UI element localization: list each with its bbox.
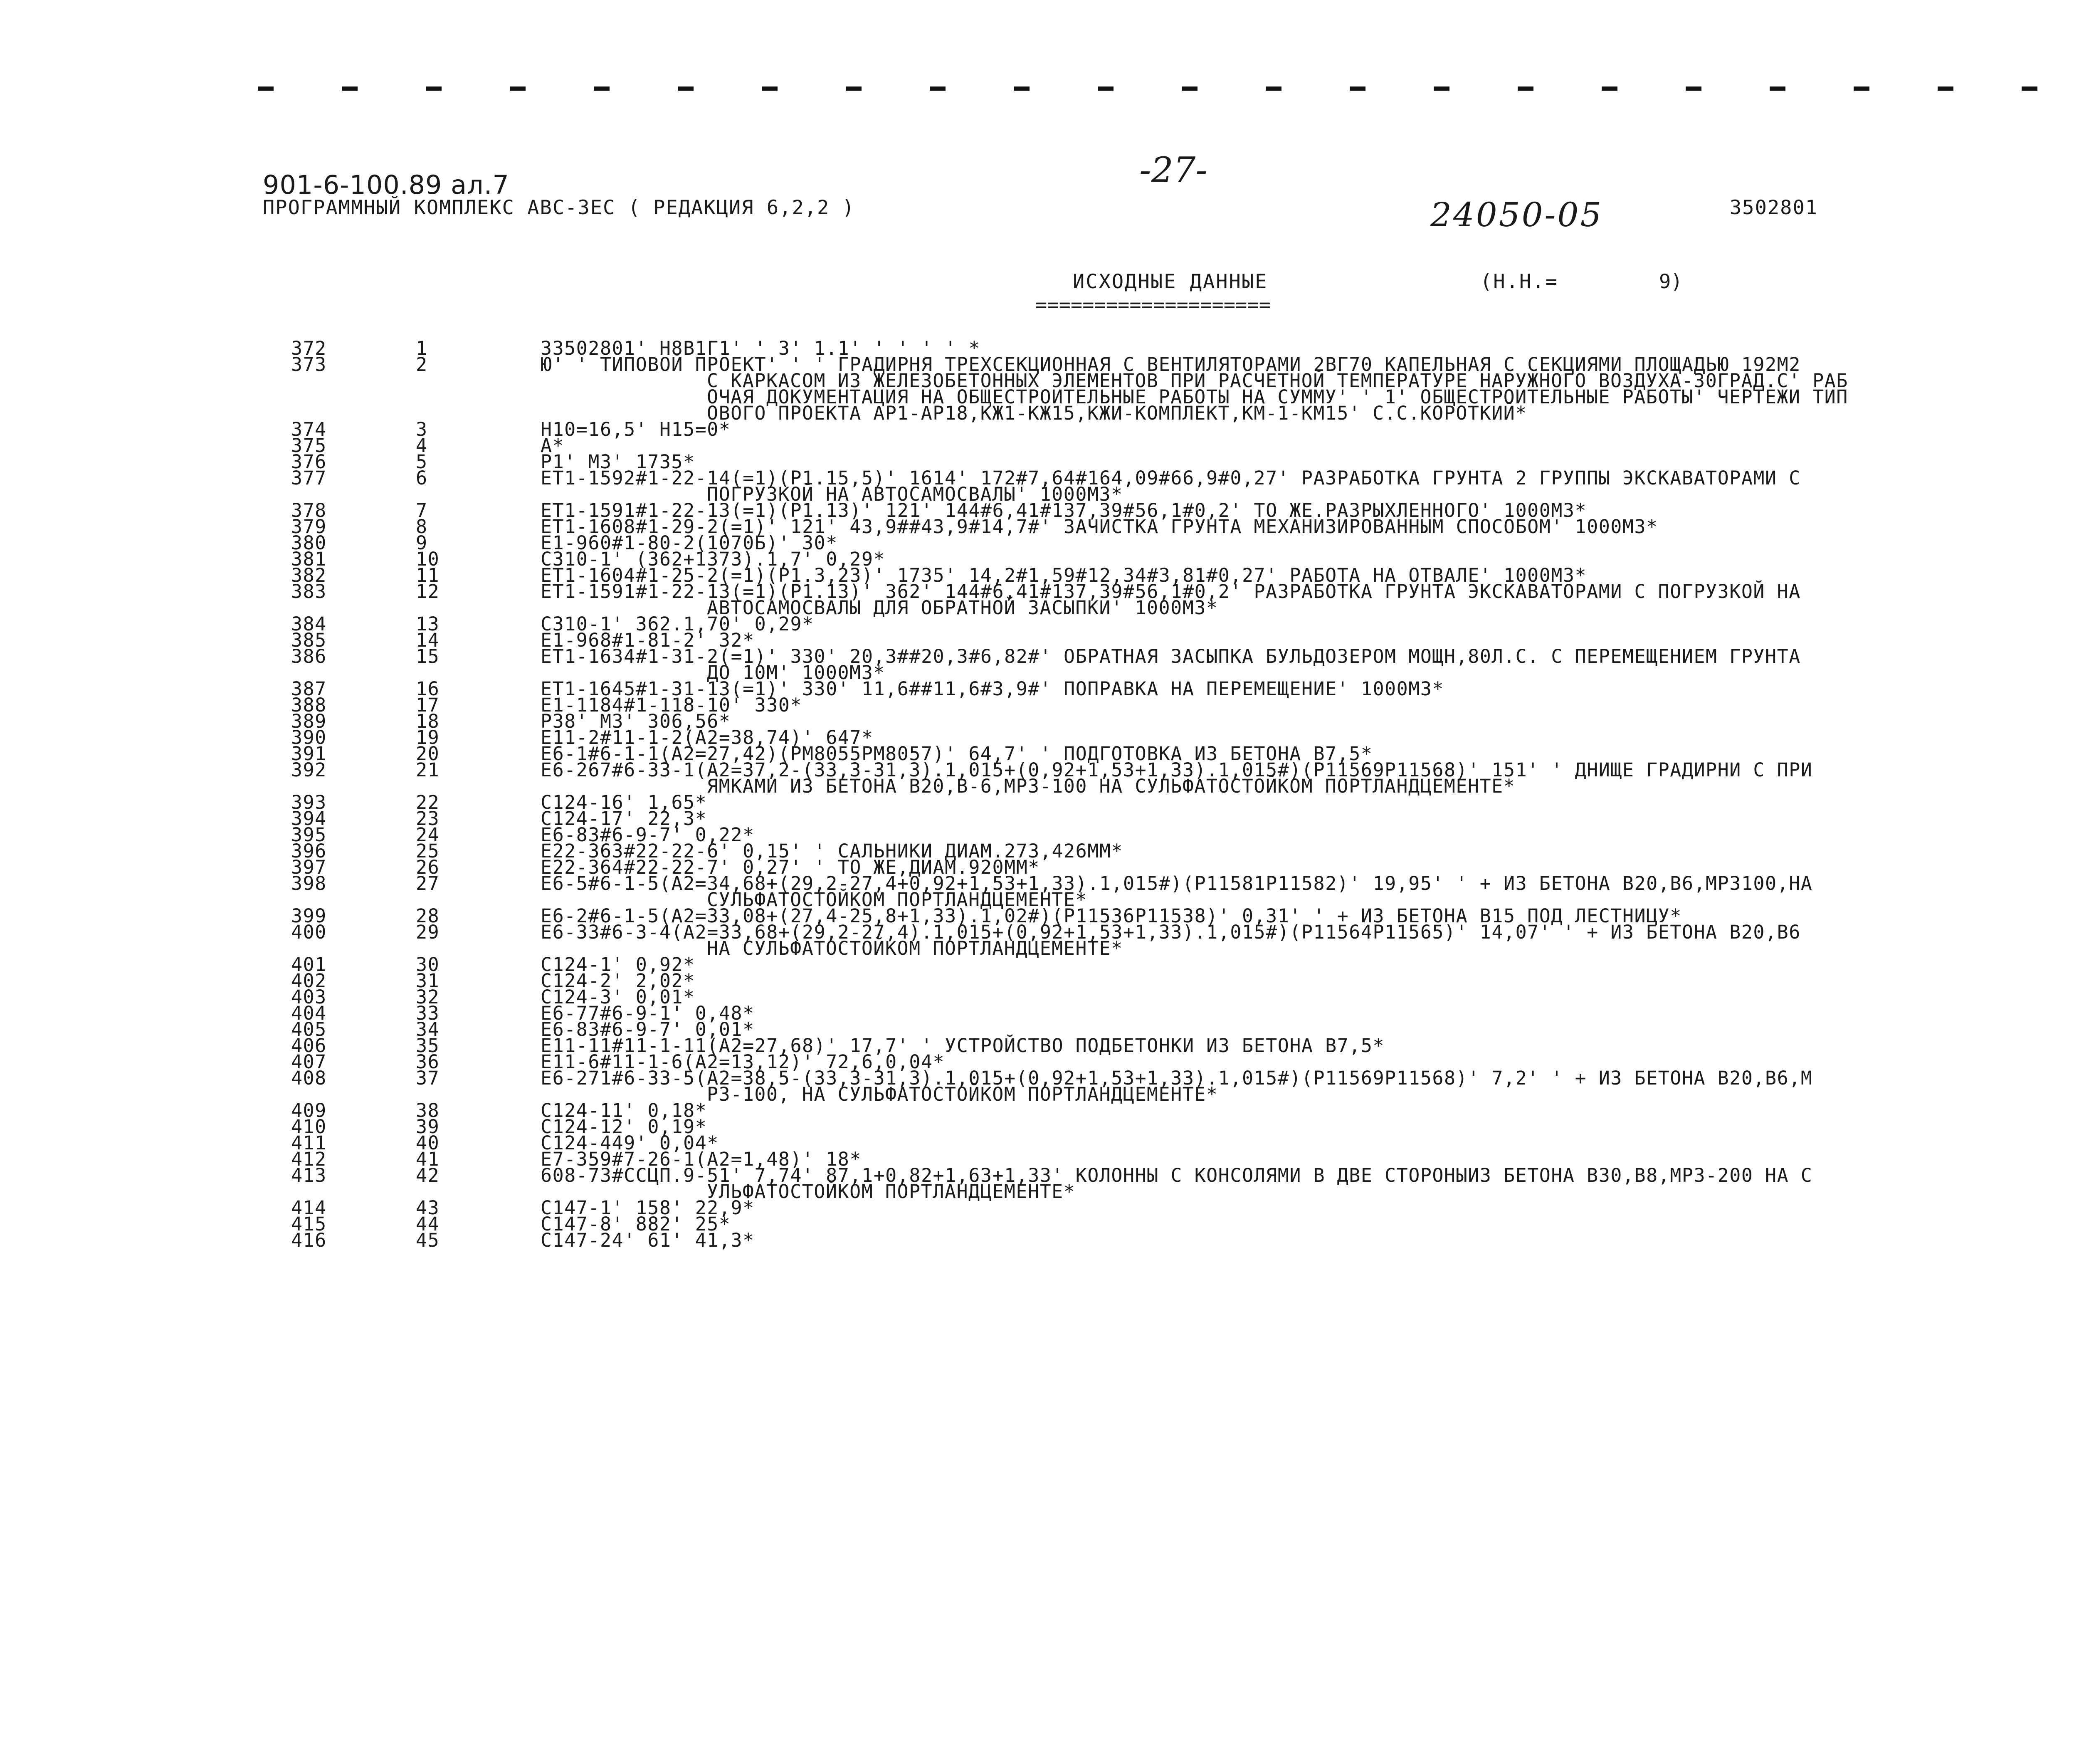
- dash-mark: [1266, 86, 1281, 91]
- sequence-number: 21: [416, 759, 440, 781]
- record-text: [541, 353, 2037, 424]
- sequence-number: 13: [416, 613, 440, 635]
- record-line: С147-24' 61' 41,3*: [541, 1229, 755, 1251]
- record-continuation-line: С КАРКАСОМ ИЗ ЖЕЛЕЗОБЕТОННЫХ ЭЛЕМЕНТОВ ПРИ РАСЧЕТНОЙ ТЕМПЕРАТУРЕ НАРУЖНОГО ВОЗДУХА-30ГРАД.С' РАБ: [707, 370, 1848, 392]
- line-number: 415: [291, 1213, 327, 1235]
- dash-mark: [1182, 86, 1198, 91]
- dash-mark: [1770, 86, 1785, 91]
- record-line: Р38' М3' 306,56*: [541, 710, 731, 732]
- sequence-number: 31: [416, 970, 440, 992]
- line-number: 377: [291, 467, 327, 489]
- record-line: С124-449' 0,04*: [541, 1132, 719, 1154]
- listing-row: [291, 759, 2037, 797]
- record-line: Е6-1#6-1-1(А2=27,42)(РМ8055РМ8057)' 64,7' ' ПОДГОТОВКА ИЗ БЕТОНА В7,5*: [541, 743, 1373, 765]
- line-number: 374: [291, 418, 327, 440]
- record-continuation-line: УЛЬФАТОСТОЙКОМ ПОРТЛАНДЦЕМЕНТЕ*: [707, 1181, 1076, 1203]
- sequence-number: 38: [416, 1099, 440, 1122]
- record-line: С147-8' 882' 25*: [541, 1213, 731, 1235]
- sequence-number: 41: [416, 1148, 440, 1170]
- listing-row: [291, 1164, 2037, 1203]
- sequence-number: 5: [416, 451, 428, 473]
- line-number: 388: [291, 694, 327, 716]
- record-line: 33502801' Н8В1Г1' ' 3' 1.1' ' ' ' ' *: [541, 337, 980, 359]
- dash-mark: [1098, 86, 1114, 91]
- record-continuation-line: ОЧАЯ ДОКУМЕНТАЦИЯ НА ОБЩЕСТРОИТЕЛЬНЫЕ РАБОТЫ НА СУММУ' ' 1' ОБЩЕСТРОИТЕЛЬНЫЕ РАБОТЫ' ЧЕРТЕЖИ ТИП: [707, 386, 1848, 408]
- sequence-number: 34: [416, 1018, 440, 1040]
- record-line: Е22-364#22-22-7' 0,27' ' ТО ЖЕ,ДИАМ.920ММ*: [541, 856, 1040, 878]
- dash-mark: [846, 86, 862, 91]
- sequence-number: 28: [416, 905, 440, 927]
- line-number: 397: [291, 856, 327, 878]
- sequence-number: 39: [416, 1116, 440, 1138]
- listing-row: [291, 581, 2037, 619]
- line-number: 379: [291, 516, 327, 538]
- record-text: [541, 1099, 2037, 1122]
- record-line: 608-73#ССЦП.9-51' 7,74' 87,1+0,82+1,63+1,33' КОЛОННЫ С КОНСОЛЯМИ В ДВЕ СТОРОНЫИЗ БЕТОНА В30,В8,МРЗ-200 НА С: [541, 1164, 1813, 1186]
- dash-mark: [258, 86, 274, 91]
- sequence-number: 33: [416, 1002, 440, 1024]
- line-number: 375: [291, 435, 327, 457]
- record-line: Е7-359#7-26-1(А2=1,48)' 18*: [541, 1148, 862, 1170]
- record-text: [541, 1229, 2037, 1251]
- dash-mark: [1938, 86, 1953, 91]
- sequence-number: 19: [416, 726, 440, 749]
- line-number: 386: [291, 645, 327, 667]
- record-line: ЕТ1-1604#1-25-2(=1)(Р1.3,23)' 1735' 14,2#1,59#12,34#3,81#0,27' РАБОТА НА ОТВАЛЕ' 1000М3*: [541, 564, 1587, 586]
- sequence-number: 12: [416, 581, 440, 603]
- line-number: 401: [291, 954, 327, 976]
- dash-mark: [1014, 86, 1030, 91]
- dash-mark: [2022, 86, 2037, 91]
- record-line: Е1-1184#1-118-10' 330*: [541, 694, 802, 716]
- line-number: 399: [291, 905, 327, 927]
- nn-value: 9): [1659, 270, 1683, 293]
- sequence-number: 37: [416, 1067, 440, 1089]
- record-line: Е6-77#6-9-1' 0,48*: [541, 1002, 755, 1024]
- record-line: ЕТ1-1592#1-22-14(=1)(Р1.15,5)' 1614' 172#7,64#164,09#66,9#0,27' РАЗРАБОТКА ГРУНТА 2 ГРУППЫ ЭКСКАВАТОРАМИ С: [541, 467, 1801, 489]
- record-line: С124-12' 0,19*: [541, 1116, 707, 1138]
- record-line: С310-1' (362+1373).1,7' 0,29*: [541, 548, 886, 570]
- record-line: Е11-6#11-1-6(А2=13,12)' 72,6,0,04*: [541, 1051, 945, 1073]
- record-line: С124-2' 2,02*: [541, 970, 695, 992]
- record-line: Р1' М3' 1735*: [541, 451, 695, 473]
- record-line: Е11-11#11-1-11(А2=27,68)' 17,7' ' УСТРОЙСТВО ПОДБЕТОНКИ ИЗ БЕТОНА В7,5*: [541, 1035, 1385, 1057]
- record-text: [541, 986, 2037, 1008]
- record-line: С124-17' 22,3*: [541, 808, 707, 830]
- line-number: 382: [291, 564, 327, 586]
- record-text: [541, 791, 2037, 813]
- line-number: 411: [291, 1132, 327, 1154]
- sequence-number: 1: [416, 337, 428, 359]
- record-text: [541, 435, 2037, 457]
- sequence-number: 4: [416, 435, 428, 457]
- sequence-number: 45: [416, 1229, 440, 1251]
- record-line: ЕТ1-1591#1-22-13(=1)(Р1.13)' 362' 144#6,41#137,39#56,1#0,2' РАЗРАБОТКА ГРУНТА ЭКСКАВАТОРАМИ С ПОГРУЗКОЙ НА: [541, 581, 1801, 603]
- dash-mark: [1854, 86, 1869, 91]
- line-number: 402: [291, 970, 327, 992]
- sequence-number: 42: [416, 1164, 440, 1186]
- line-number: 372: [291, 337, 327, 359]
- dash-mark: [1686, 86, 1701, 91]
- dash-mark: [594, 86, 610, 91]
- sequence-number: 24: [416, 824, 440, 846]
- record-text: [541, 759, 2037, 797]
- sequence-number: 3: [416, 418, 428, 440]
- section-title: ИСХОДНЫЕ ДАННЫЕ: [1073, 270, 1268, 293]
- line-number: 404: [291, 1002, 327, 1024]
- sequence-number: 32: [416, 986, 440, 1008]
- record-text: [541, 418, 2037, 440]
- line-number: 395: [291, 824, 327, 846]
- dash-mark: [426, 86, 442, 91]
- dash-mark: [342, 86, 358, 91]
- sequence-number: 40: [416, 1132, 440, 1154]
- line-number: 406: [291, 1035, 327, 1057]
- record-text: [541, 872, 2037, 911]
- record-line: Е6-5#6-1-5(А2=34,68+(29,2-27,4+0,92+1,53+1,33).1,015#)(Р11581Р11582)' 19,95' ' + ИЗ БЕТОНА В20,В6,МРЗ100,НА: [541, 872, 1813, 894]
- sequence-number: 11: [416, 564, 440, 586]
- record-line: Е6-33#6-3-4(А2=33,68+(29,2-27,4).1,015+(0,92+1,53+1,33).1,015#)(Р11564Р11565)' 14,07' ' + ИЗ БЕТОНА В20,В6: [541, 921, 1801, 943]
- sequence-number: 29: [416, 921, 440, 943]
- line-number: 383: [291, 581, 327, 603]
- record-continuation-line: АВТОСАМОСВАЛЫ ДЛЯ ОБРАТНОЙ ЗАСЫПКИ' 1000М3*: [707, 597, 1218, 619]
- record-line: ЕТ1-1645#1-31-13(=1)' 330' 11,6##11,6#3,9#' ПОПРАВКА НА ПЕРЕМЕЩЕНИЕ' 1000М3*: [541, 678, 1444, 700]
- line-number: 389: [291, 710, 327, 732]
- sequence-number: 16: [416, 678, 440, 700]
- line-number: 414: [291, 1197, 327, 1219]
- line-number: 408: [291, 1067, 327, 1089]
- dash-mark: [1434, 86, 1449, 91]
- record-text: [541, 1067, 2037, 1105]
- sequence-number: 2: [416, 353, 428, 376]
- line-number: 378: [291, 499, 327, 521]
- sequence-number: 36: [416, 1051, 440, 1073]
- line-number: 413: [291, 1164, 327, 1186]
- record-line: ЕТ1-1608#1-29-2(=1)' 121' 43,9##43,9#14,7#' ЗАЧИСТКА ГРУНТА МЕХАНИЗИРОВАННЫМ СПОСОБОМ' 1000М3*: [541, 516, 1658, 538]
- sequence-number: 22: [416, 791, 440, 813]
- record-line: Е11-2#11-1-2(А2=38,74)' 647*: [541, 726, 874, 749]
- line-number: 400: [291, 921, 327, 943]
- sequence-number: 25: [416, 840, 440, 862]
- line-number: 373: [291, 353, 327, 376]
- record-continuation-line: СУЛЬФАТОСТОЙКОМ ПОРТЛАНДЦЕМЕНТЕ*: [707, 889, 1087, 911]
- line-number: 381: [291, 548, 327, 570]
- program-title: ПРОГРАММНЫЙ КОМПЛЕКС АВС-3ЕС ( РЕДАКЦИЯ 6,2,2 ): [263, 196, 855, 219]
- sequence-number: 43: [416, 1197, 440, 1219]
- document-code: 901-6-100.89 ал.7: [263, 170, 509, 200]
- record-line: Е22-363#22-22-6' 0,15' ' САЛЬНИКИ ДИАМ.273,426ММ*: [541, 840, 1123, 862]
- sequence-number: 8: [416, 516, 428, 538]
- line-number: 376: [291, 451, 327, 473]
- record-line: ЕТ1-1634#1-31-2(=1)' 330' 20,3##20,3#6,82#' ОБРАТНАЯ ЗАСЫПКА БУЛЬДОЗЕРОМ МОЩН,80Л.С. С ПЕРЕМЕЩЕНИЕМ ГРУНТА: [541, 645, 1801, 667]
- line-number: 393: [291, 791, 327, 813]
- dash-mark: [1518, 86, 1533, 91]
- record-text: [541, 808, 2037, 830]
- perforation-dashes: [258, 86, 2037, 91]
- dash-mark: [678, 86, 694, 91]
- listing-row: [291, 1229, 2037, 1251]
- record-line: Е6-83#6-9-7' 0,22*: [541, 824, 755, 846]
- sequence-number: 35: [416, 1035, 440, 1057]
- record-line: С310-1' 362.1,70' 0,29*: [541, 613, 814, 635]
- record-text: [541, 613, 2037, 635]
- line-number: 384: [291, 613, 327, 635]
- handwritten-code: 24050-05: [1430, 195, 1603, 234]
- listing-row: [291, 353, 2037, 424]
- sequence-number: 20: [416, 743, 440, 765]
- record-line: Н10=16,5' Н15=0*: [541, 418, 731, 440]
- record-line: Е6-2#6-1-5(А2=33,08+(27,4-25,8+1,33).1,02#)(Р11536Р11538)' 0,31' ' + ИЗ БЕТОНА В15 ПОД ЛЕСТНИЦУ*: [541, 905, 1682, 927]
- record-line: ЕТ1-1591#1-22-13(=1)(Р1.13)' 121' 144#6,41#137,39#56,1#0,2' ТО ЖЕ.РАЗРЫХЛЕННОГО' 1000М3*: [541, 499, 1587, 521]
- line-number: 412: [291, 1148, 327, 1170]
- line-number: 387: [291, 678, 327, 700]
- listing-row: [291, 1067, 2037, 1105]
- sequence-number: 9: [416, 532, 428, 554]
- nn-label: (Н.Н.=: [1480, 270, 1558, 293]
- line-number: 380: [291, 532, 327, 554]
- listing-table: [291, 337, 2037, 1251]
- record-line: Ю' ' ТИПОВОЙ ПРОЕКТ' ' ' ГРАДИРНЯ ТРЕХСЕКЦИОННАЯ С ВЕНТИЛЯТОРАМИ 2ВГ70 КАПЕЛЬНАЯ С СЕКЦИЯМИ ПЛОЩАДЬЮ 192М2: [541, 353, 1801, 376]
- sequence-number: 7: [416, 499, 428, 521]
- record-continuation-line: НА СУЛЬФАТОСТОЙКОМ ПОРТЛАНДЦЕМЕНТЕ*: [707, 937, 1123, 959]
- sequence-number: 15: [416, 645, 440, 667]
- sequence-number: 17: [416, 694, 440, 716]
- record-text: [541, 1116, 2037, 1138]
- record-text: [541, 954, 2037, 976]
- line-number: 398: [291, 872, 327, 894]
- sequence-number: 44: [416, 1213, 440, 1235]
- record-continuation-line: ДО 10М' 1000М3*: [707, 662, 885, 684]
- record-continuation-line: ПОГРУЗКОЙ НА АВТОСАМОСВАЛЫ' 1000М3*: [707, 483, 1123, 505]
- line-number: 416: [291, 1229, 327, 1251]
- record-line: Е6-267#6-33-1(А2=37,2-(33,3-31,3).1,015+(0,92+1,53+1,33).1,015#)(Р11569Р11568)' 151' ' ДНИЩЕ ГРАДИРНИ С ПРИ: [541, 759, 1813, 781]
- sequence-number: 27: [416, 872, 440, 894]
- listing-row: [291, 645, 2037, 684]
- sequence-number: 10: [416, 548, 440, 570]
- dash-mark: [510, 86, 526, 91]
- line-number: 390: [291, 726, 327, 749]
- record-continuation-line: ОВОГО ПРОЕКТА АР1-АР18,КЖ1-КЖ15,КЖИ-КОМПЛЕКТ,КМ-1-КМ15' С.С.КОРОТКИЙ*: [707, 402, 1527, 424]
- line-number: 385: [291, 629, 327, 651]
- record-continuation-line: РЗ-100, НА СУЛЬФАТОСТОЙКОМ ПОРТЛАНДЦЕМЕНТЕ*: [707, 1083, 1218, 1105]
- dash-mark: [930, 86, 946, 91]
- listing-row: [291, 872, 2037, 911]
- page-number-mark: -27-: [1139, 150, 1207, 190]
- listing-code: 3502801: [1730, 196, 1818, 219]
- line-number: 405: [291, 1018, 327, 1040]
- record-line: С124-16' 1,65*: [541, 791, 707, 813]
- line-number: 403: [291, 986, 327, 1008]
- record-text: [541, 581, 2037, 619]
- record-line: Е6-271#6-33-5(А2=38,5-(33,3-31,3).1,015+(0,92+1,53+1,33).1,015#)(Р11569Р11568)' 7,2' ' + ИЗ БЕТОНА В20,В6,М: [541, 1067, 1813, 1089]
- record-text: [541, 1002, 2037, 1024]
- line-number: 392: [291, 759, 327, 781]
- line-number: 410: [291, 1116, 327, 1138]
- section-underline: ====================: [1035, 294, 1271, 316]
- sequence-number: 30: [416, 954, 440, 976]
- line-number: 394: [291, 808, 327, 830]
- line-number: 396: [291, 840, 327, 862]
- record-text: [541, 467, 2037, 505]
- dash-mark: [1350, 86, 1365, 91]
- record-text: [541, 694, 2037, 716]
- record-text: [541, 645, 2037, 684]
- record-text: [541, 970, 2037, 992]
- line-number: 407: [291, 1051, 327, 1073]
- record-text: [541, 1213, 2037, 1235]
- record-text: [541, 1197, 2037, 1219]
- dash-mark: [1602, 86, 1617, 91]
- record-text: [541, 921, 2037, 959]
- sequence-number: 26: [416, 856, 440, 878]
- record-line: С124-3' 0,01*: [541, 986, 695, 1008]
- sequence-number: 18: [416, 710, 440, 732]
- line-number: 409: [291, 1099, 327, 1122]
- sequence-number: 23: [416, 808, 440, 830]
- record-line: А*: [541, 435, 565, 457]
- record-line: С124-1' 0,92*: [541, 954, 695, 976]
- sequence-number: 6: [416, 467, 428, 489]
- line-number: 391: [291, 743, 327, 765]
- listing-row: [291, 467, 2037, 505]
- record-line: С147-1' 158' 22,9*: [541, 1197, 755, 1219]
- sequence-number: 14: [416, 629, 440, 651]
- record-line: Е1-960#1-80-2(1070Б)' 30*: [541, 532, 838, 554]
- record-line: Е6-83#6-9-7' 0,01*: [541, 1018, 755, 1040]
- dash-mark: [762, 86, 778, 91]
- listing-row: [291, 921, 2037, 959]
- record-continuation-line: ЯМКАМИ ИЗ БЕТОНА В20,В-6,МРЗ-100 НА СУЛЬФАТОСТОЙКОМ ПОРТЛАНДЦЕМЕНТЕ*: [707, 775, 1516, 797]
- record-line: Е1-968#1-81-2' 32*: [541, 629, 755, 651]
- record-line: С124-11' 0,18*: [541, 1099, 707, 1122]
- record-text: [541, 1164, 2037, 1203]
